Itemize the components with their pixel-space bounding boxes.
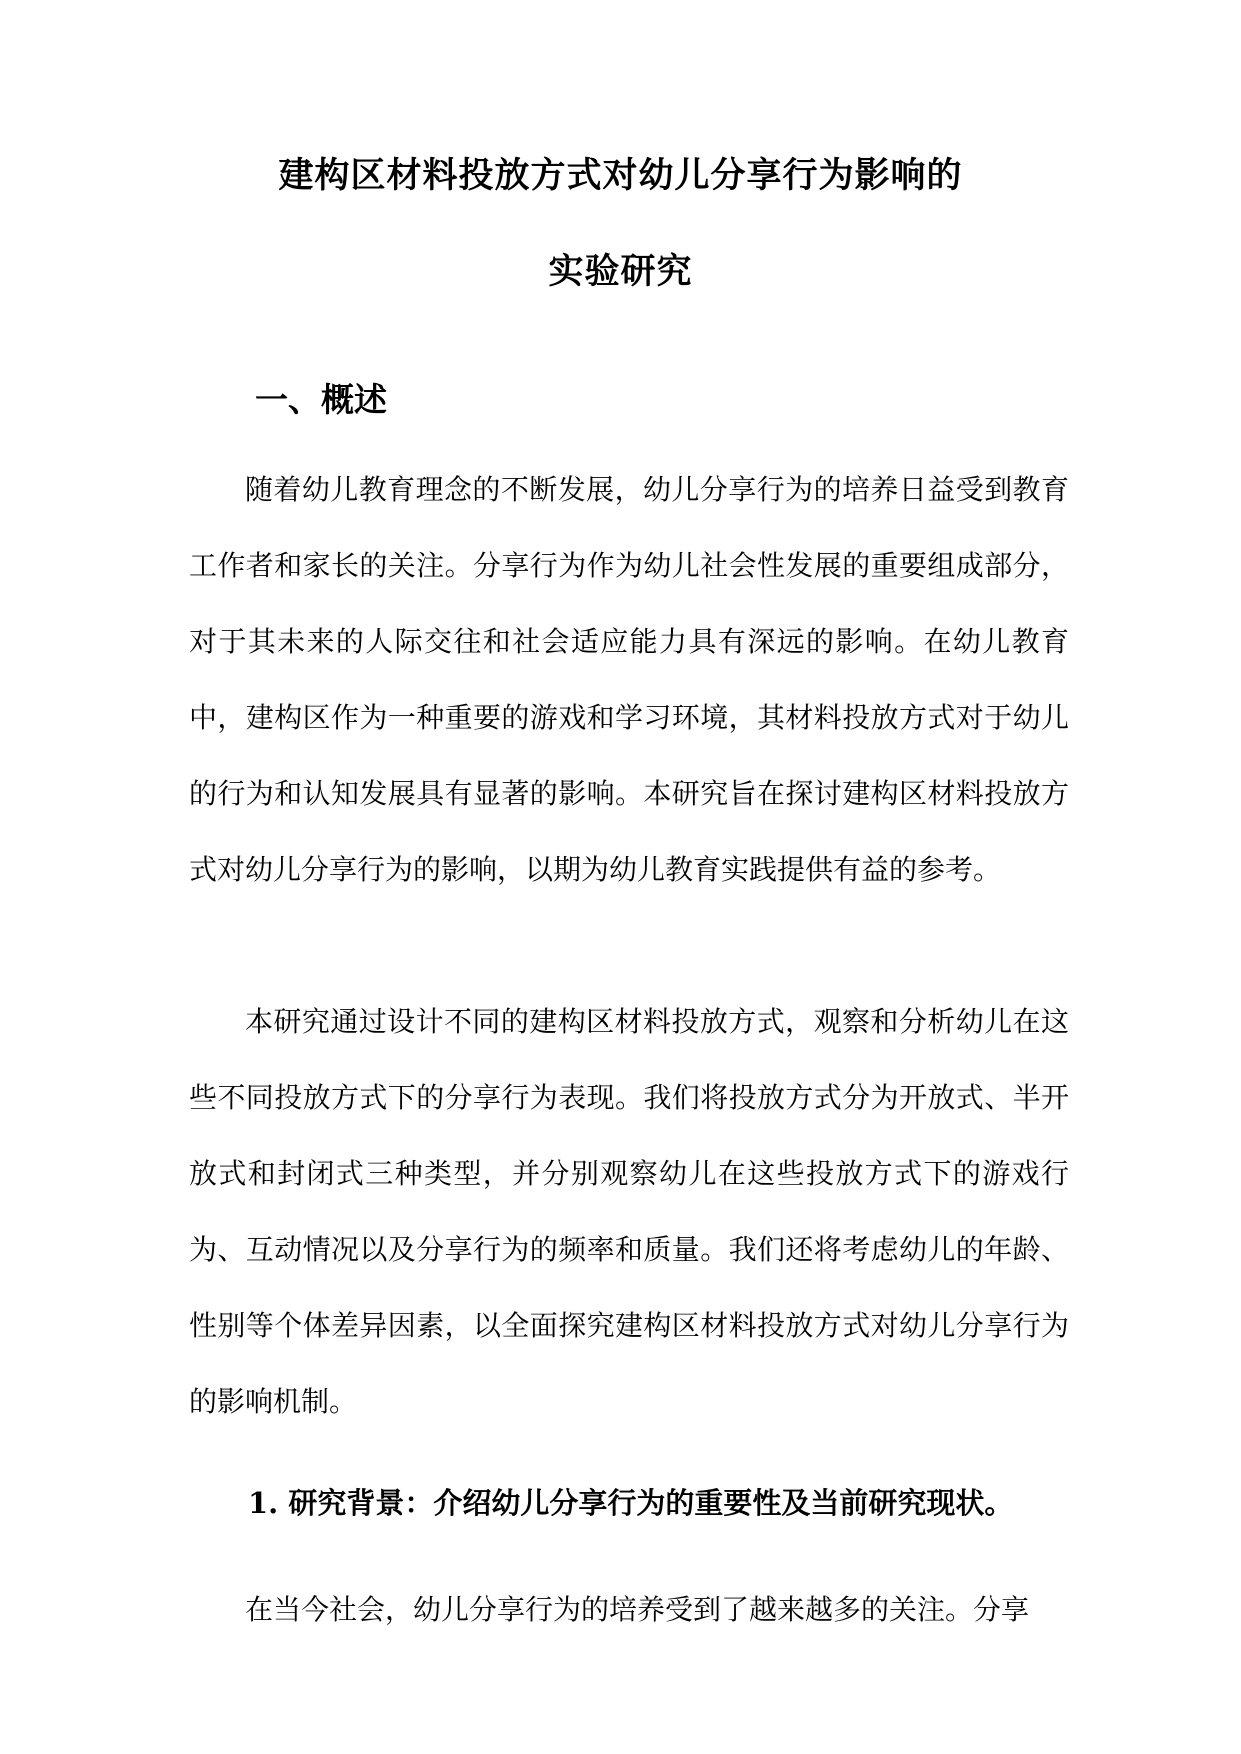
section-heading-overview: 一、概述 (255, 380, 387, 419)
body-paragraph-2: 本研究通过设计不同的建构区材料投放方式，观察和分析幼儿在这些不同投放方式下的分享行为表现。我们将投放方式分为开放式、半开放式和封闭式三种类型，并分别观察幼儿在这些投放方式下的游戏行为、互动情况以及分享行为的频率和质量。我们还将考虑幼儿的年龄、性别等个体差异因素，以全面探究建构区材料投放方式对幼儿分享行为的影响机制。 (189, 1005, 1069, 1418)
body-paragraph-3: 在当今社会，幼儿分享行为的培养受到了越来越多的关注。分享 (245, 1593, 1030, 1626)
body-paragraph-1: 随着幼儿教育理念的不断发展，幼儿分享行为的培养日益受到教育工作者和家长的关注。分享行为作为幼儿社会性发展的重要组成部分，对于其未来的人际交往和社会适应能力具有深远的影响。在幼儿教育中，建构区作为一种重要的游戏和学习环境，其材料投放方式对于幼儿的行为和认知发展具有显著的影响。本研究旨在探讨建构区材料投放方式对幼儿分享行为的影响，以期为幼儿教育实践提供有益的参考。 (189, 473, 1069, 886)
subsection-heading-background: 1. 研究背景：介绍幼儿分享行为的重要性及当前研究现状。 (248, 1486, 1014, 1520)
document-title-line2: 实验研究 (548, 251, 693, 292)
document-title-line1: 建构区材料投放方式对幼儿分享行为影响的 (278, 155, 963, 196)
